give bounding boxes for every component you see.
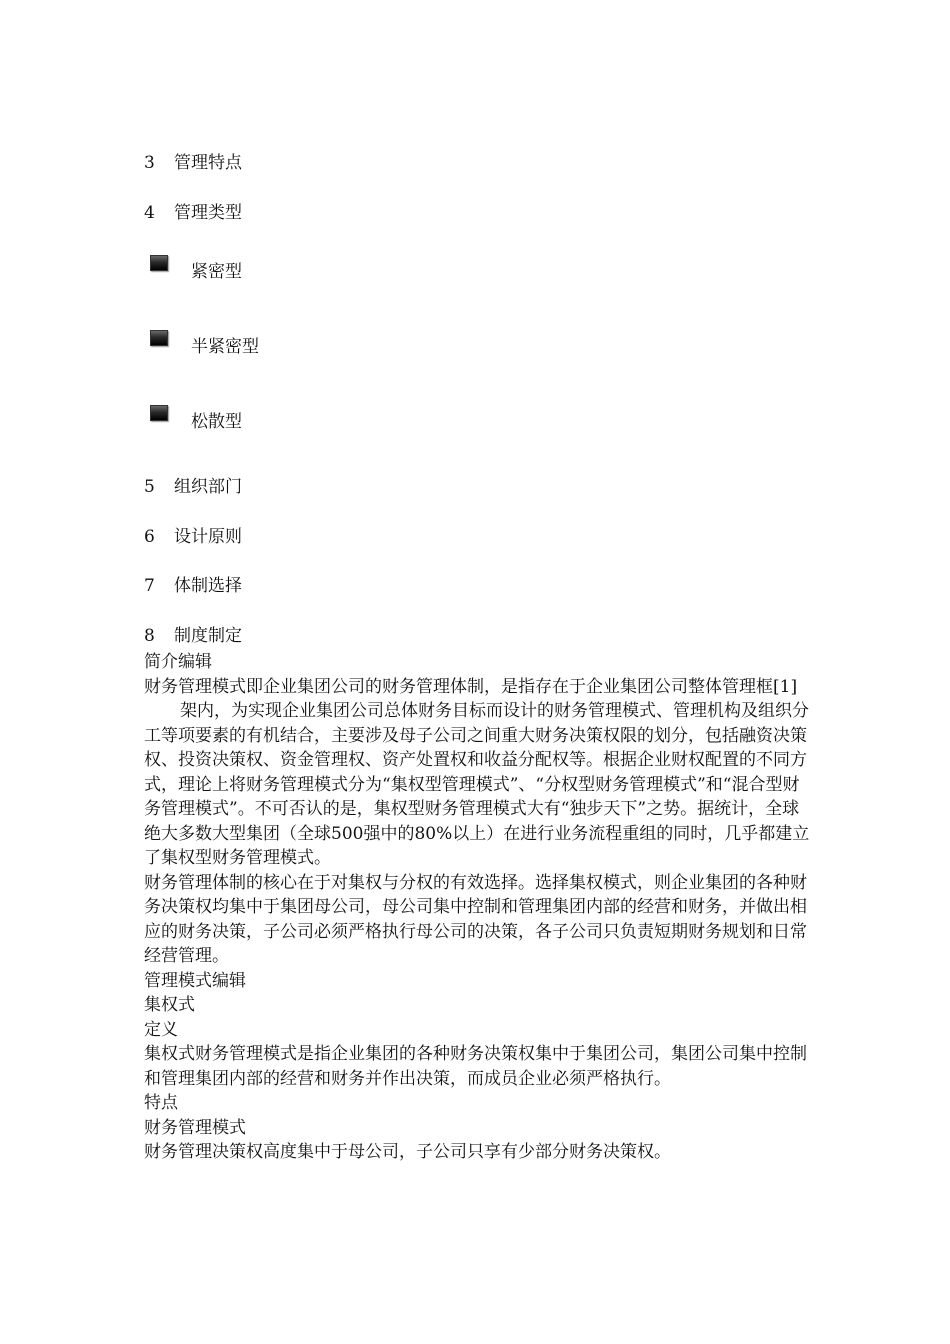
toc-label: 体制选择: [174, 576, 242, 596]
toc-item-7: [144, 575, 242, 597]
fin-mode-paragraph: 财务管理决策权高度集中于母公司，子公司只享有少部分财务决策权。: [144, 1142, 671, 1162]
square-bullet-icon: [150, 330, 168, 346]
toc-label: 管理特点: [174, 153, 242, 173]
intro-paragraph-2: 财务管理体制的核心在于对集权与分权的有效选择。选择集权模式，则企业集团的各种财务决策权均集中于集团母公司，母公司集中控制和管理集团内部的经营和财务，并做出相应的财务决策，子公司必须严格执行母公司的决策，各子公司只负责短期财务规划和日常经营管理。: [144, 872, 807, 966]
square-bullet-icon: [150, 405, 168, 421]
square-bullet-icon: [150, 255, 168, 271]
intro-paragraph-1-part-b: 架内，为实现企业集团公司总体财务目标而设计的财务管理模式、管理机构及组织分工等项要素的有机结合，主要涉及母子公司之间重大财务决策权限的划分，包括融资决策权、投资决策权、资金管理权、资产处置权和收益分配权等。根据企业财权配置的不同方式，理论上将财务管理模式分为“集权型管理模式”、“分权型财务管理模式”和“混合型财务管理模式”。不可否认的是，集权型财务管理模式大有“独步天下”之势。据统计，全球绝大多数大型集团（全球500强中的80%以上）在进行业务流程重组的同时，几乎都建立了集权型财务管理模式。: [144, 701, 810, 868]
toc-number: 7: [144, 576, 155, 596]
type-label: 半紧密型: [191, 337, 259, 357]
article-body: [144, 650, 814, 1165]
type-label: 松散型: [191, 412, 242, 432]
toc-label: 制度制定: [174, 626, 242, 646]
toc-label: 组织部门: [174, 477, 242, 497]
type-label: 紧密型: [191, 262, 242, 282]
toc-label: 管理类型: [174, 203, 242, 223]
toc-item-4: [144, 202, 242, 224]
toc-number: 5: [144, 477, 155, 497]
features-heading: 特点: [144, 1093, 178, 1113]
fin-mode-heading: 财务管理模式: [144, 1117, 246, 1138]
toc-number: 3: [144, 153, 155, 173]
toc-number: 8: [144, 626, 155, 646]
toc-item-8: [144, 625, 242, 647]
intro-paragraph-1-part-a: 财务管理模式即企业集团公司的财务管理体制，是指存在于企业集团公司整体管理框[1]: [144, 676, 798, 697]
definition-paragraph: 集权式财务管理模式是指企业集团的各种财务决策权集中于集团公司，集团公司集中控制和管理集团内部的经营和财务并作出决策，而成员企业必须严格执行。: [144, 1044, 807, 1089]
toc-number: 4: [144, 203, 155, 223]
toc-number: 6: [144, 527, 155, 547]
toc-label: 设计原则: [174, 527, 242, 547]
toc-item-3: [144, 152, 242, 174]
centralized-heading: 集权式: [144, 995, 195, 1015]
toc-item-5: [144, 476, 242, 498]
intro-heading: 简介编辑: [144, 652, 212, 672]
definition-heading: 定义: [144, 1019, 178, 1040]
intro-paragraph-1: [144, 675, 814, 871]
mode-heading: 管理模式编辑: [144, 970, 246, 991]
toc-item-6: [144, 526, 242, 548]
